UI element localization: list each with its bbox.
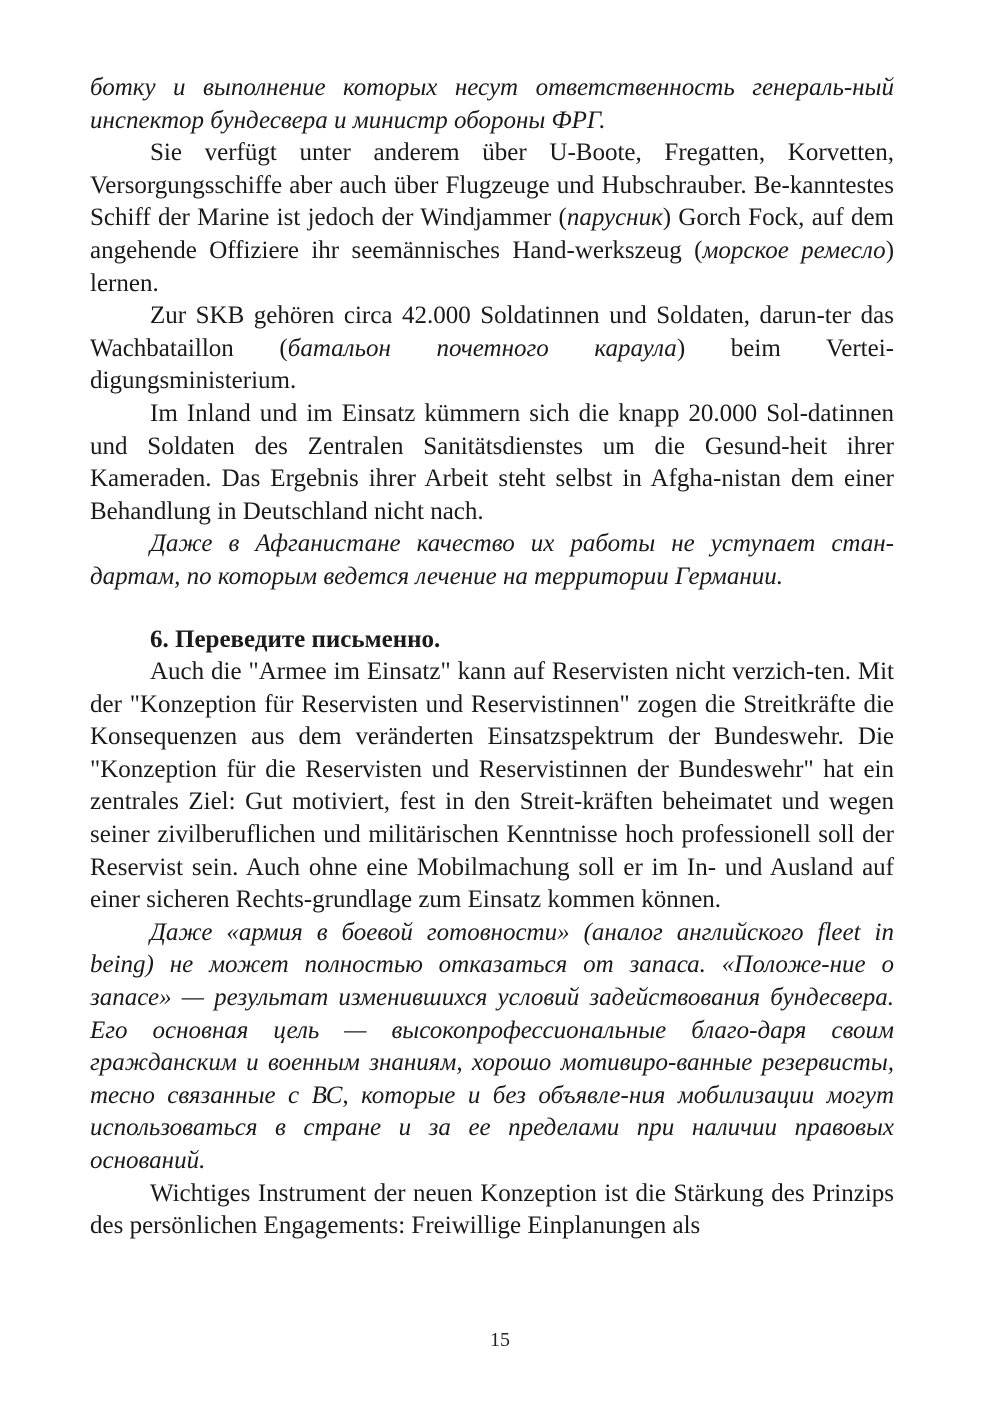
page-body bbox=[90, 72, 894, 1243]
paragraph-5 bbox=[90, 528, 894, 593]
paragraph-2 bbox=[90, 137, 894, 300]
page-number: 15 bbox=[490, 1329, 510, 1351]
paragraph-8 bbox=[90, 1178, 894, 1243]
german-text: Sie verfügt unter anderem über U-Boote, Fregatten, Korvetten, Versorgungsschiffe aber auch über Flugzeuge und Hubschrauber. Be-kanntestes Schiff der Marine ist jedoch der Windjammer ( bbox=[90, 139, 894, 232]
german-text: Zur SKB gehören circa 42.000 Soldatinnen und Soldaten, darun-ter das Wachbataillon ( bbox=[90, 302, 894, 362]
gloss-text: батальон почетного караула bbox=[287, 334, 677, 362]
russian-translation-text: Даже в Афганистане качество их работы не уступает стан-дартам, по которым ведется лечение на территории Германии. bbox=[90, 530, 894, 590]
german-text: ) lernen. bbox=[90, 236, 895, 297]
german-text: Im Inland und im Einsatz kümmern sich die knapp 20.000 Sol-datinnen und Soldaten des Zentralen Sanitätsdienstes um die Gesund-heit ihrer Kameraden. Das Ergebnis ihrer Arbeit steht selbst in Afgha-nistan dem einer Behandlung in Deutschland nicht nach. bbox=[90, 399, 894, 525]
exercise-heading: 6. Переведите письменно. bbox=[150, 625, 441, 653]
paragraph-1 bbox=[90, 72, 894, 137]
paragraph-6 bbox=[90, 656, 894, 917]
russian-translation-text: ботку и выполнение которых несут ответственность генераль-ный инспектор бундесвера и министр обороны ФРГ. bbox=[90, 74, 894, 134]
paragraph-4 bbox=[90, 398, 894, 528]
gloss-text: парусник bbox=[566, 204, 663, 232]
german-text: Wichtiges Instrument der neuen Konzeption ist die Stärkung des Prinzips des persönlichen Engagements: Freiwillige Einplanungen als bbox=[90, 1179, 894, 1240]
german-text: ) beim Vertei-digungsministerium. bbox=[90, 334, 894, 395]
german-text: ) Gorch Fock, auf dem angehende Offiziere ihr seemännisches Hand-werkszeug ( bbox=[90, 204, 894, 264]
gloss-text: морское ремесло bbox=[702, 236, 886, 264]
russian-translation-text: Даже «армия в боевой готовности» (аналог английского fleet in being) не может полностью отказаться от запаса. «Положе-ние о запасе» — результат изменившихся условий задействования бундесвера. Его основная цель — высокопрофессиональные благо-даря своим гражданским и военным знаниям, хорошо мотивиро-ванные резервисты, тесно связанные с ВС, которые и без объявле-ния мобилизации могут использоваться в стране и за ее пределами при наличии правовых оснований. bbox=[90, 918, 894, 1174]
paragraph-3 bbox=[90, 300, 894, 398]
paragraph-7 bbox=[90, 917, 894, 1178]
german-text: Auch die "Armee im Einsatz" kann auf Reservisten nicht verzich-ten. Mit der "Konzeption für Reservisten und Reservistinnen" zogen die Streitkräfte die Konsequenzen aus dem veränderten Einsatzspektrum der Bundeswehr. Die "Konzeption für die Reservisten und Reservistinnen der Bundeswehr" hat ein zentrales Ziel: Gut motiviert, fest in den Streit-kräften beheimatet und wegen seiner zivilberuflichen und militärischen Kenntnisse hoch professionell soll der Reservist sein. Auch ohne eine Mobilmachung soll er im In- und Ausland auf einer sicheren Rechts-grundlage zum Einsatz kommen können. bbox=[90, 658, 894, 914]
